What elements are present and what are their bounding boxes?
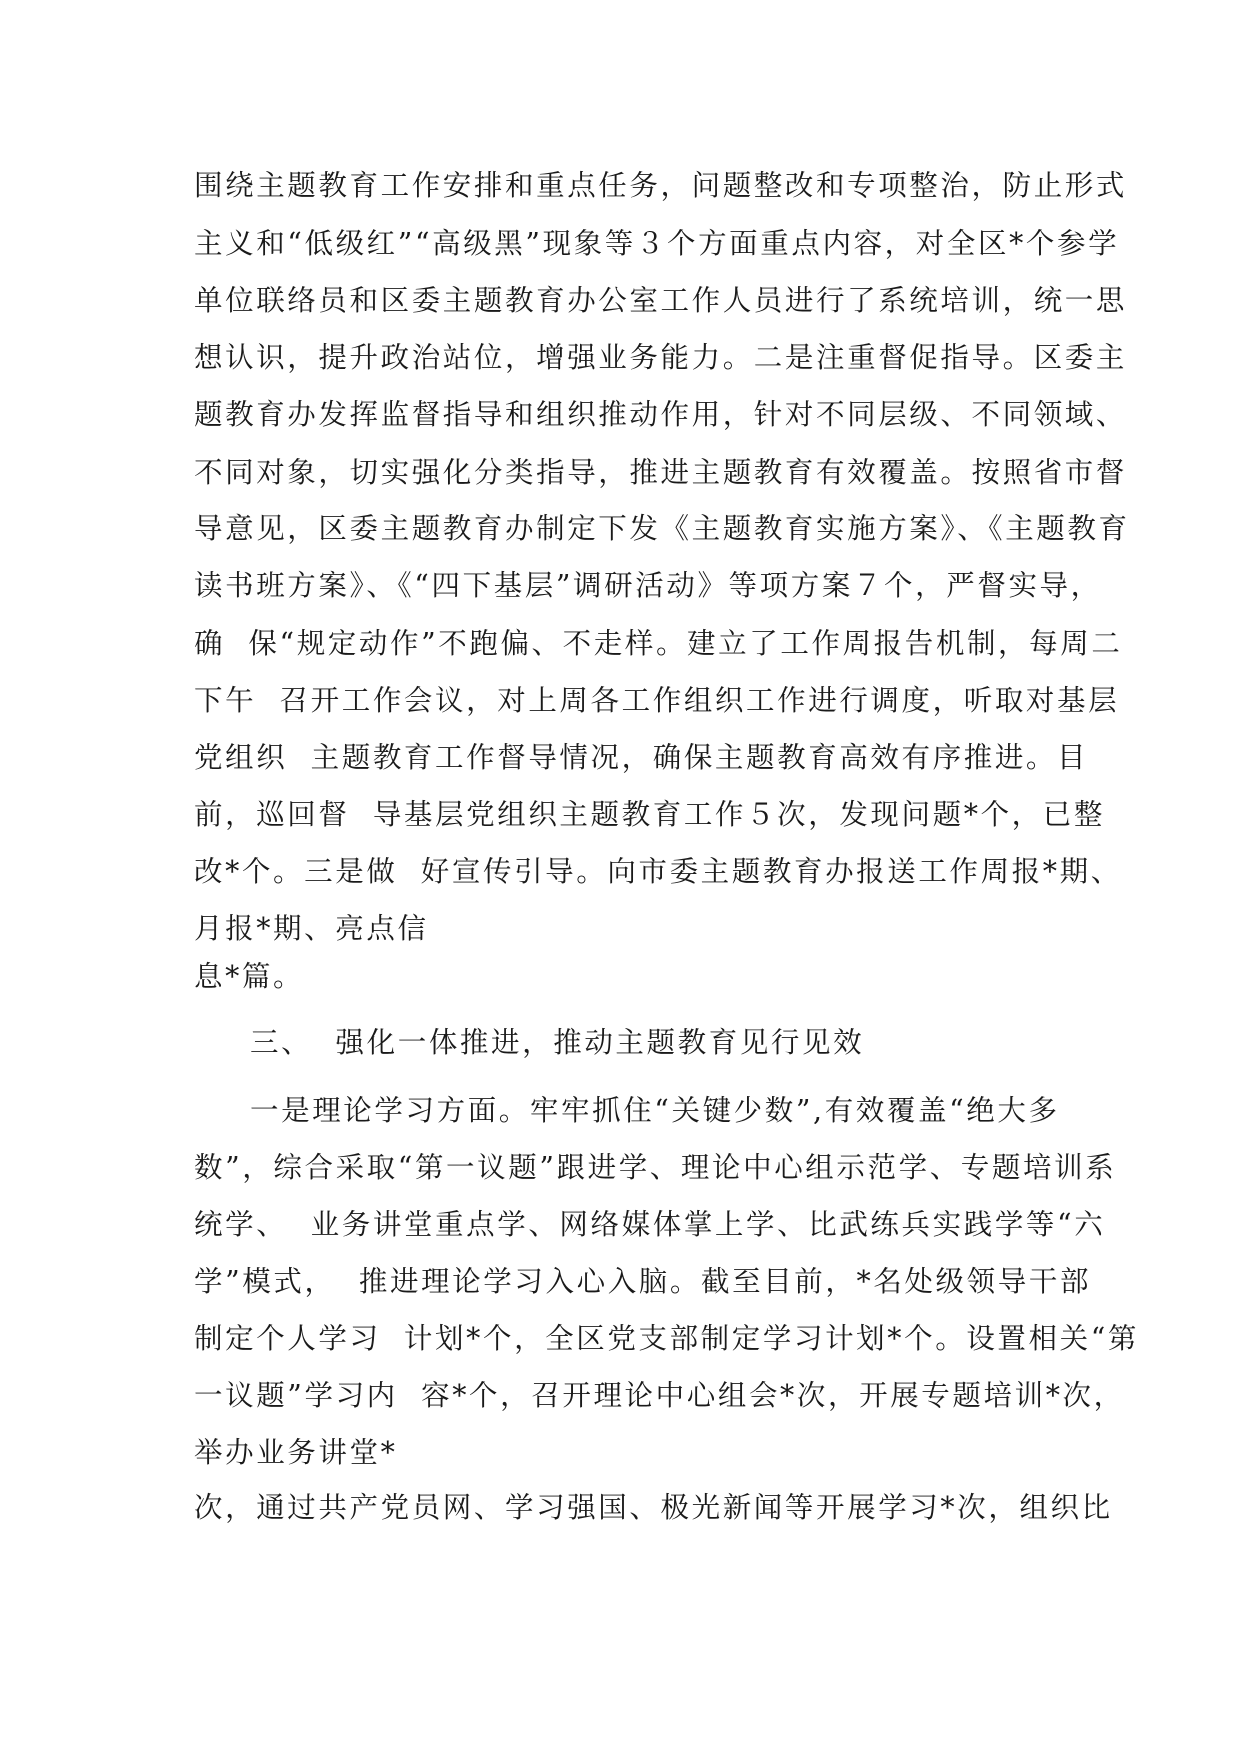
body-text-line: 学”模式， 推进理论学习入心入脑。截至目前，*名处级领导干部 [194, 1265, 1092, 1298]
body-text-line: 统学、 业务讲堂重点学、网络媒体掌上学、比武练兵实践学等“六 [194, 1208, 1106, 1241]
body-text-line: 围绕主题教育工作安排和重点任务，问题整改和专项整治，防止形式 [194, 169, 1128, 202]
body-text-line: 次，通过共产党员网、学习强国、极光新闻等开展学习*次，组织比 [194, 1491, 1113, 1524]
body-text-line: 读书班方案》、《“四下基层”调研活动》等项方案７个，严督实导， [194, 569, 1102, 602]
body-text-line: 确 保“规定动作”不跑偏、不走样。建立了工作周报告机制，每周二 [194, 627, 1123, 660]
body-text-line: 下午 召开工作会议，对上周各工作组织工作进行调度，听取对基层 [194, 684, 1120, 717]
body-text-line: 主义和“低级红”“高级黑”现象等３个方面重点内容，对全区*个参学 [194, 227, 1120, 260]
body-text-line: 数”，综合采取“第一议题”跟进学、理论中心组示范学、专题培训系 [194, 1151, 1117, 1184]
body-text-line: 一议题”学习内 容*个，召开理论中心组会*次，开展专题培训*次， [194, 1379, 1125, 1412]
body-text-line: 月报*期、亮点信 [194, 912, 429, 945]
body-text-line: 一是理论学习方面。牢牢抓住“关键少数”,有效覆盖“绝大多 [250, 1094, 1060, 1127]
body-text-line: 导意见，区委主题教育办制定下发《主题教育实施方案》、《主题教育 [194, 512, 1130, 545]
body-text-line: 单位联络员和区委主题教育办公室工作人员进行了系统培训，统一思 [194, 284, 1128, 317]
body-text-line: 举办业务讲堂* [194, 1436, 398, 1469]
body-text-line: 息*篇。 [194, 960, 305, 993]
section-heading: 三、 强化一体推进，推动主题教育见行见效 [250, 1026, 865, 1059]
body-text-line: 改*个。三是做 好宣传引导。向市委主题教育办报送工作周报*期、 [194, 855, 1122, 888]
body-text-line: 党组织 主题教育工作督导情况，确保主题教育高效有序推进。目 [194, 741, 1089, 774]
body-text-line: 制定个人学习 计划*个，全区党支部制定学习计划*个。设置相关“第 [194, 1322, 1139, 1355]
body-text-line: 想认识，提升政治站位，增强业务能力。二是注重督促指导。区委主 [194, 341, 1128, 374]
body-text-line: 不同对象，切实强化分类指导，推进主题教育有效覆盖。按照省市督 [194, 456, 1128, 489]
body-text-line: 题教育办发挥监督指导和组织推动作用，针对不同层级、不同领域、 [194, 398, 1128, 431]
body-text-line: 前，巡回督 导基层党组织主题教育工作５次，发现问题*个，已整 [194, 798, 1105, 831]
